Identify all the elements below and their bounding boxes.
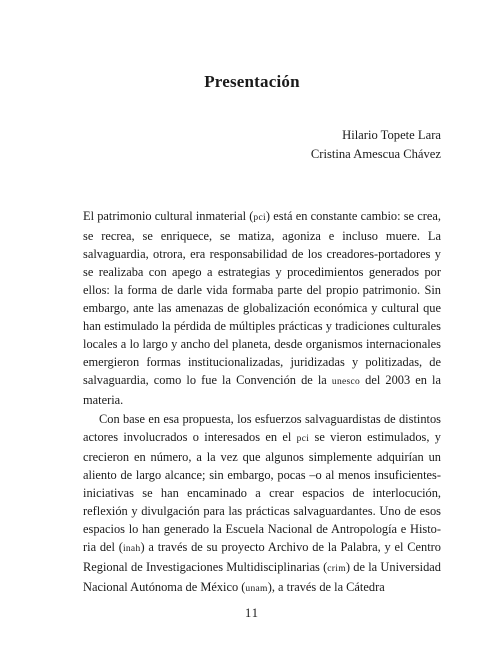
author-list — [311, 126, 441, 164]
text-segment: ) de la Universidad Nacional Autónoma de México ( — [83, 559, 441, 594]
author-name: Cristina Amescua Chávez — [310, 147, 441, 161]
page-number: 11 — [244, 606, 260, 620]
body-paragraph — [83, 410, 441, 598]
text-segment: Con base en esa propuesta, los esfuerzos salvaguardistas de distintos actores involucrados o interesados en el — [83, 411, 441, 444]
text-segment: se vieron estimulados, y crecieron en número, a la vez que algunos simplemente adquirían un aliento de largo alcance; sin embargo, pocas –o al menos insuficientes- iniciativas se han encaminado a crear espacios de interlocución, reflexión y divulgación para las prácticas salvaguardantes. Uno de esos espacios lo han generado la Escuela Nacional de Antropología e Historia del ( — [83, 429, 441, 554]
text-segment: ), a través de la Cátedra — [267, 579, 385, 594]
author-name: Hilario Topete Lara — [342, 128, 441, 142]
text-segment: del 2003 en la materia. — [83, 373, 441, 408]
body-paragraph — [83, 207, 441, 410]
text-segment: El patrimonio cultural inmaterial ( — [83, 209, 254, 223]
acronym: inah — [122, 543, 141, 554]
acronym: unesco — [331, 377, 361, 388]
text-segment: ) a través de su proyecto Archivo de la Palabra, y el Centro Regional de Investigaciones Multidisciplinarias ( — [83, 539, 441, 574]
body-text — [83, 207, 441, 598]
acronym: pci — [253, 213, 266, 223]
acronym: pci — [296, 433, 310, 444]
acronym: unam — [245, 583, 268, 594]
acronym: crim — [327, 563, 346, 574]
text-segment: ) está en constante cambio: se crea, se recrea, se enriquece, se matiza, agoniza e incluso muere. La salvaguardia, otrora, era responsabilidad de los creadores-portadores y se realizaba con apego a estrategias y procedimientos generados por ellos: la forma de darle vida formaba parte del propio patrimonio. Sin embargo, ante las amenazas de globalización económica y cultural que han estimulado la pérdida de múltiples prácticas y tradiciones culturales locales a lo largo y ancho del planeta, desde organismos internacionales emergieron formas institucionalizadas, juridizadas y politizadas, de salvaguardia, como lo fue la Convención de la — [83, 209, 441, 388]
page-title: Presentación — [204, 72, 300, 91]
